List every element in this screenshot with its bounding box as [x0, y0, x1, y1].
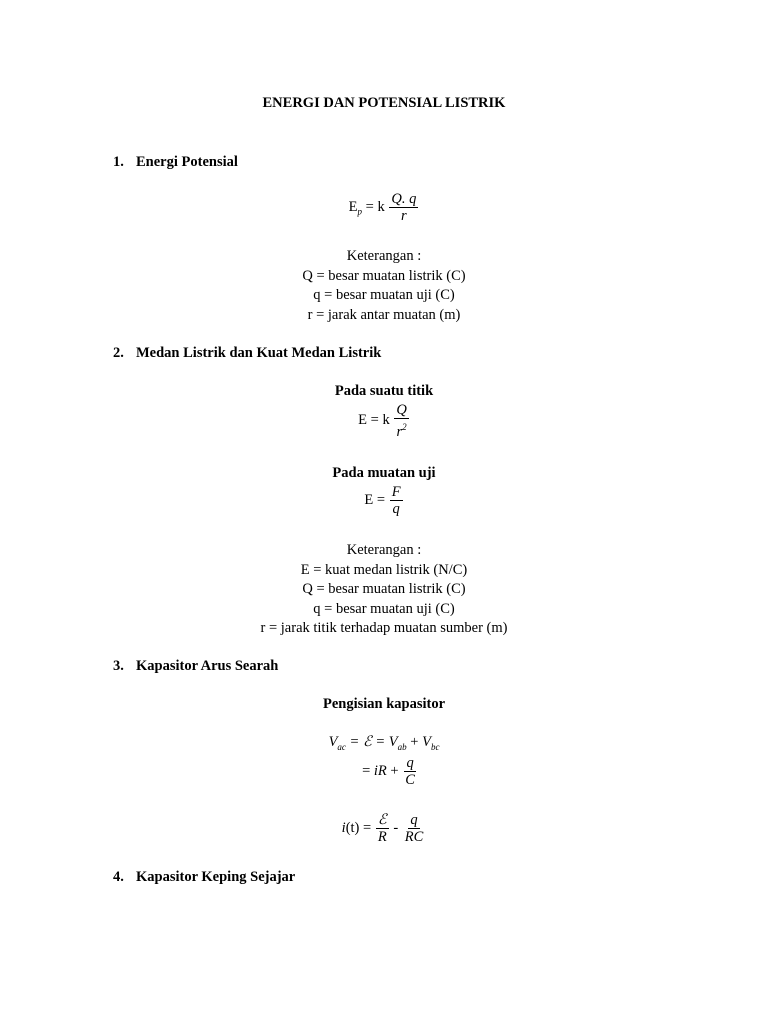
- symbol-v: V: [422, 734, 431, 750]
- section-heading-2: [113, 345, 381, 362]
- fraction: [389, 191, 418, 224]
- subscript: bc: [430, 741, 440, 752]
- numerator: ℰ: [377, 812, 387, 828]
- section-number: 3.: [113, 658, 124, 674]
- section-number: 4.: [113, 869, 124, 885]
- denominator: R: [377, 829, 387, 845]
- legend-label: Keterangan :: [346, 248, 422, 264]
- fraction: [403, 755, 417, 788]
- section-title: Kapasitor Keping Sejajar: [136, 869, 296, 885]
- formula-lhs: E = k: [358, 412, 390, 429]
- legend-item: q = besar muatan uji (C): [313, 287, 455, 303]
- formula-subscript: p: [357, 206, 363, 217]
- legend-label: Keterangan :: [346, 542, 422, 558]
- minus-sign: -: [393, 819, 402, 836]
- emf-equals: = ℰ =: [345, 734, 389, 750]
- denominator: r: [401, 208, 407, 224]
- symbol-v: V: [328, 734, 338, 750]
- plus-sign: +: [386, 762, 403, 779]
- legend-item: r = jarak titik terhadap muatan sumber (m): [260, 620, 508, 636]
- legend-block-1: [0, 247, 768, 325]
- fraction: [376, 812, 389, 845]
- numerator: q: [406, 755, 414, 771]
- symbol-i: i: [341, 819, 346, 836]
- term-ir: iR: [373, 762, 387, 779]
- formula-equals: =: [362, 762, 374, 779]
- section-title: Energi Potensial: [136, 154, 238, 170]
- section-heading-4: [113, 869, 295, 886]
- section-title: Medan Listrik dan Kuat Medan Listrik: [136, 345, 382, 361]
- section-heading-3: [113, 658, 278, 675]
- legend-item: q = besar muatan uji (C): [313, 600, 455, 617]
- formula-ir-sum: [0, 755, 768, 788]
- fraction: [403, 812, 426, 845]
- section-heading-1: [113, 154, 238, 171]
- legend-item: r = jarak antar muatan (m): [307, 306, 461, 323]
- numerator: F: [391, 484, 401, 500]
- formula-voltage-sum: [0, 734, 768, 752]
- numerator: Q: [396, 402, 407, 418]
- formula-current: [0, 812, 768, 845]
- denominator: RC: [404, 829, 424, 845]
- formula-field-test: [0, 484, 768, 517]
- argument-t: (t): [345, 819, 360, 836]
- subscript: ac: [337, 741, 346, 752]
- formula-equals: =: [359, 819, 375, 836]
- subscript: ab: [397, 741, 407, 752]
- denominator-exponent: 2: [402, 422, 407, 432]
- legend-item: E = kuat medan listrik (N/C): [300, 561, 468, 578]
- plus-sign: +: [406, 734, 423, 750]
- fraction: [394, 402, 408, 440]
- page-title: ENERGI DAN POTENSIAL LISTRIK: [262, 95, 506, 111]
- subheading-charging: Pengisian kapasitor: [322, 696, 446, 712]
- formula-potential-energy: [0, 191, 768, 224]
- numerator: q: [410, 812, 418, 828]
- denominator: C: [405, 772, 415, 788]
- formula-symbol: E: [348, 198, 358, 215]
- denominator: [395, 419, 409, 440]
- formula-lhs: E =: [364, 491, 386, 508]
- section-title: Kapasitor Arus Searah: [136, 658, 279, 674]
- legend-item: Q = besar muatan listrik (C): [302, 267, 466, 284]
- subheading-test-charge: Pada muatan uji: [332, 465, 436, 481]
- denominator-base: r: [396, 423, 403, 440]
- section-number: 1.: [113, 154, 124, 170]
- symbol-v: V: [388, 734, 398, 750]
- fraction: [390, 484, 403, 517]
- legend-block-2: [0, 541, 768, 639]
- denominator: q: [392, 501, 400, 517]
- legend-item: Q = besar muatan listrik (C): [302, 581, 466, 597]
- formula-field-point: [0, 402, 768, 440]
- numerator: Q. q: [391, 191, 417, 207]
- subheading-point: Pada suatu titik: [334, 383, 434, 399]
- formula-equals: = k: [365, 198, 385, 215]
- section-number: 2.: [113, 345, 124, 361]
